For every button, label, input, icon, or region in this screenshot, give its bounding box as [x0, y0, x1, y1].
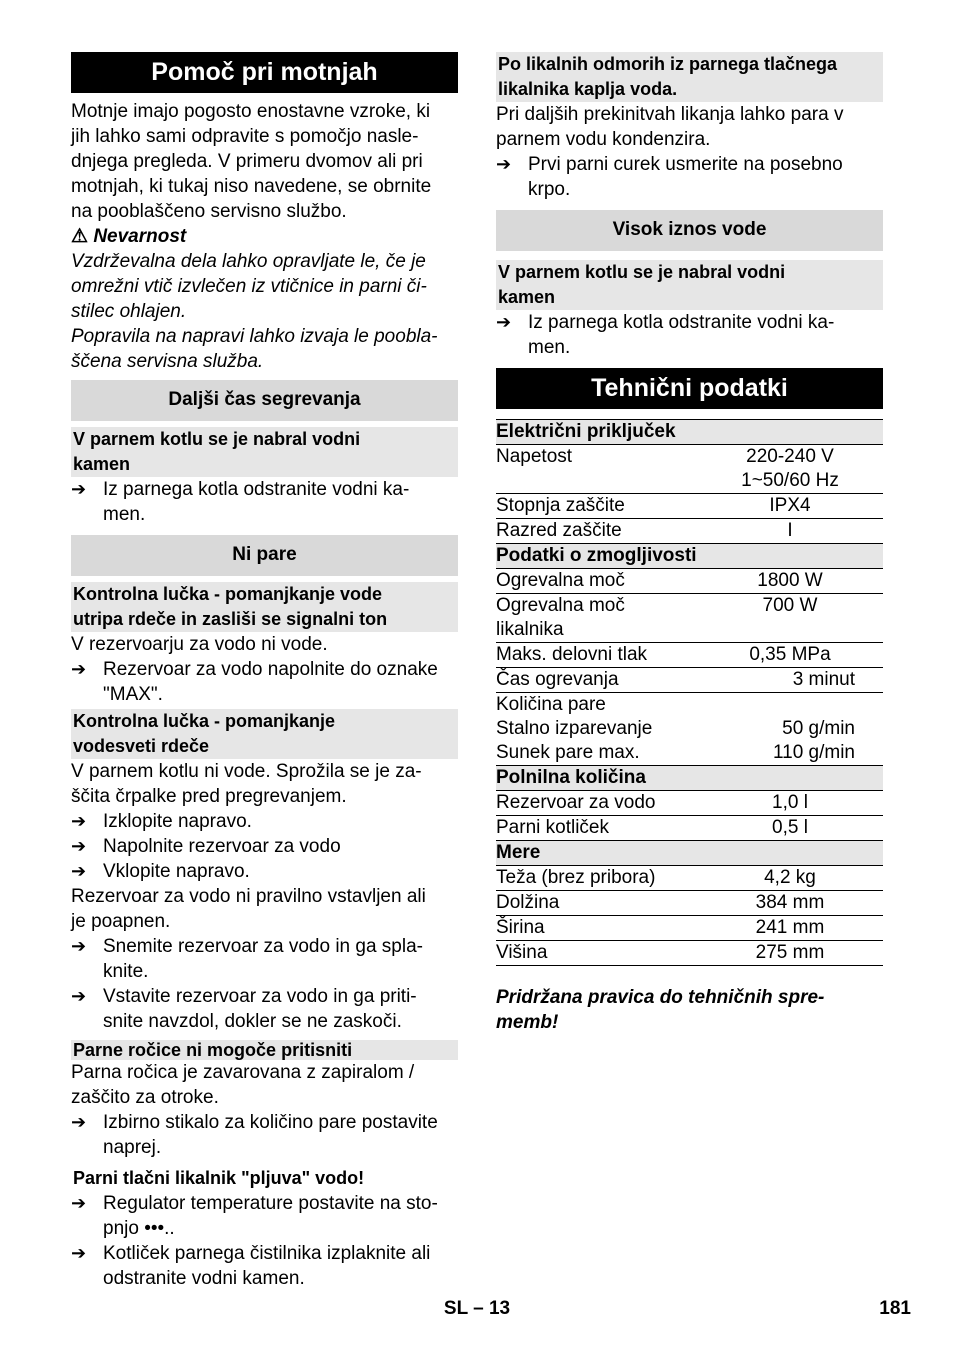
danger-label: ⚠ Nevarnost: [71, 226, 187, 247]
step-fill-tank: ➔ Rezervoar za vodo napolnite do oznake "MAX".: [71, 659, 438, 705]
page-number: 181: [879, 1298, 911, 1319]
spec-row-steam-amount: Količina pare: [496, 694, 606, 715]
step-rinse-boiler: ➔ Kotliček parnega čistilnika izplaknite ali odstranite vodni kamen.: [71, 1243, 431, 1289]
spec-row-voltage-freq: 1~50/60 Hz: [496, 469, 883, 494]
step-selector-forward: ➔ Izbirno stikalo za količino pare postavite naprej.: [71, 1112, 438, 1158]
heading-longer-heating: Daljši čas segrevanja: [71, 380, 458, 421]
spec-row-voltage: Napetost 220-240 V: [496, 446, 834, 467]
spec-row-heating-time: Čas ogrevanja 3 minut: [496, 668, 883, 693]
heading-no-steam: Ni pare: [71, 535, 458, 576]
subheading-water-lamp-red: Kontrolna lučka - pomanjkanje vodesveti rdeče: [71, 709, 458, 759]
arrow-right-icon: ➔: [71, 1193, 87, 1213]
subheading-limescale-right: V parnem kotlu se je nabral vodni kamen: [496, 260, 883, 310]
subheading-iron-spits: Parni tlačni likalnik "pljuva" vodo!: [73, 1168, 365, 1188]
spec-section-dimensions: Mere: [496, 841, 883, 866]
step-remove-limescale-right: ➔ Iz parnega kotla odstranite vodni ka- men.: [496, 312, 835, 358]
arrow-right-icon: ➔: [71, 659, 87, 679]
spec-row-weight: Teža (brez pribora) 4,2 kg: [496, 866, 883, 891]
step-switch-off: ➔ Izklopite napravo.: [71, 811, 252, 832]
arrow-right-icon: ➔: [71, 479, 87, 499]
subheading-water-lamp: Kontrolna lučka - pomanjkanje vode utripa rdeče in zasliši se signalni ton: [71, 582, 458, 632]
danger-text: Vzdrževalna dela lahko opravljate le, če je omrežni vtič izvlečen iz vtičnice in parni či- stilec ohlajen. Popravila na napravi lahko izvaja le poobla- ščena servisna služba.: [71, 251, 438, 372]
technical-data-table: [496, 419, 883, 966]
arrow-right-icon: ➔: [496, 154, 512, 174]
spec-row-class: Razred zaščite I: [496, 520, 793, 541]
spec-section-electrical: Električni priključek: [496, 420, 883, 445]
arrow-right-icon: ➔: [71, 861, 87, 881]
heading-high-water-output: Visok iznos vode: [496, 210, 883, 251]
spec-row-pressure: Maks. delovni tlak 0,35 MPa: [496, 643, 883, 668]
text-tank-not-inserted: Rezervoar za vodo ni pravilno vstavljen ali je poapnen.: [71, 886, 426, 932]
technical-changes-note: Pridržana pravica do tehničnih spre- memb!: [496, 987, 825, 1033]
arrow-right-icon: ➔: [71, 936, 87, 956]
arrow-right-icon: ➔: [71, 986, 87, 1006]
text-steam-lever: Parna ročica je zavarovana z zapiralom / zaščito za otroke.: [71, 1062, 415, 1108]
left-column: [71, 52, 458, 1291]
spec-row-reservoir: Rezervoar za vodo 1,0 l: [496, 791, 883, 816]
step-first-steam-cloth: ➔ Prvi parni curek usmerite na posebno krpo.: [496, 154, 843, 200]
section-title-technical-data: Tehnični podatki: [496, 368, 883, 409]
spec-section-fill: Polnilna količina: [496, 766, 883, 791]
right-column: [496, 52, 883, 1035]
text-condensation: Pri daljših prekinitvah likanja lahko para v parnem vodu kondenzira.: [496, 104, 844, 150]
spec-row-burst: Sunek pare max. 110 g/min: [496, 742, 855, 763]
spec-row-heating-power: Ogrevalna moč 1800 W: [496, 569, 883, 594]
page-footer-label: SL – 13: [443, 1298, 511, 1319]
arrow-right-icon: ➔: [71, 811, 87, 831]
step-remove-limescale: ➔ Iz parnega kotla odstranite vodni ka- men.: [71, 479, 410, 525]
spec-section-performance: Podatki o zmogljivosti: [496, 544, 883, 569]
arrow-right-icon: ➔: [71, 836, 87, 856]
subheading-limescale: V parnem kotlu se je nabral vodni kamen: [71, 427, 458, 477]
text-no-water-boiler: V parnem kotlu ni vode. Sprožila se je za- ščita črpalke pred pregrevanjem.: [71, 761, 422, 807]
spec-row-width: Širina 241 mm: [496, 916, 883, 941]
arrow-right-icon: ➔: [71, 1112, 87, 1132]
spec-row-height: Višina 275 mm: [496, 941, 883, 966]
step-temperature-regulator: ➔ Regulator temperature postavite na sto- pnjo •••..: [71, 1193, 438, 1239]
arrow-right-icon: ➔: [71, 1243, 87, 1263]
intro-paragraph: Motnje imajo pogosto enostavne vzroke, ki jih lahko sami odpravite s pomočjo nasle- dnjega pregleda. V primeru dvomov ali pri motnjah, ki tukaj niso navedene, se obrnite na pooblaščeno servisno službo.: [71, 101, 432, 222]
subheading-iron-drips: Po likalnih odmorih iz parnega tlačnega likalnika kaplja voda.: [496, 52, 883, 102]
step-rinse-tank: ➔ Snemite rezervoar za vodo in ga spla- knite.: [71, 936, 423, 982]
step-fill-reservoir: ➔ Napolnite rezervoar za vodo: [71, 836, 341, 857]
arrow-right-icon: ➔: [496, 312, 512, 332]
subheading-steam-lever: Parne ročice ni mogoče pritisniti: [71, 1040, 458, 1060]
warning-triangle-icon: ⚠: [71, 226, 89, 247]
spec-row-iron-power: Ogrevalna moč likalnika 700 W: [496, 594, 883, 643]
spec-row-boiler: Parni kotliček 0,5 l: [496, 817, 808, 838]
text-no-water: V rezervoarju za vodo ni vode.: [71, 634, 328, 655]
spec-row-length: Dolžina 384 mm: [496, 891, 883, 916]
step-insert-tank: ➔ Vstavite rezervoar za vodo in ga priti- snite navzdol, dokler se ne zaskoči.: [71, 986, 417, 1032]
step-switch-on: ➔ Vklopite napravo.: [71, 861, 250, 882]
spec-row-continuous: Stalno izparevanje 50 g/min: [496, 718, 855, 739]
spec-row-protection: Stopnja zaščite IPX4: [496, 494, 883, 519]
section-title-troubleshooting: Pomoč pri motnjah: [71, 52, 458, 93]
